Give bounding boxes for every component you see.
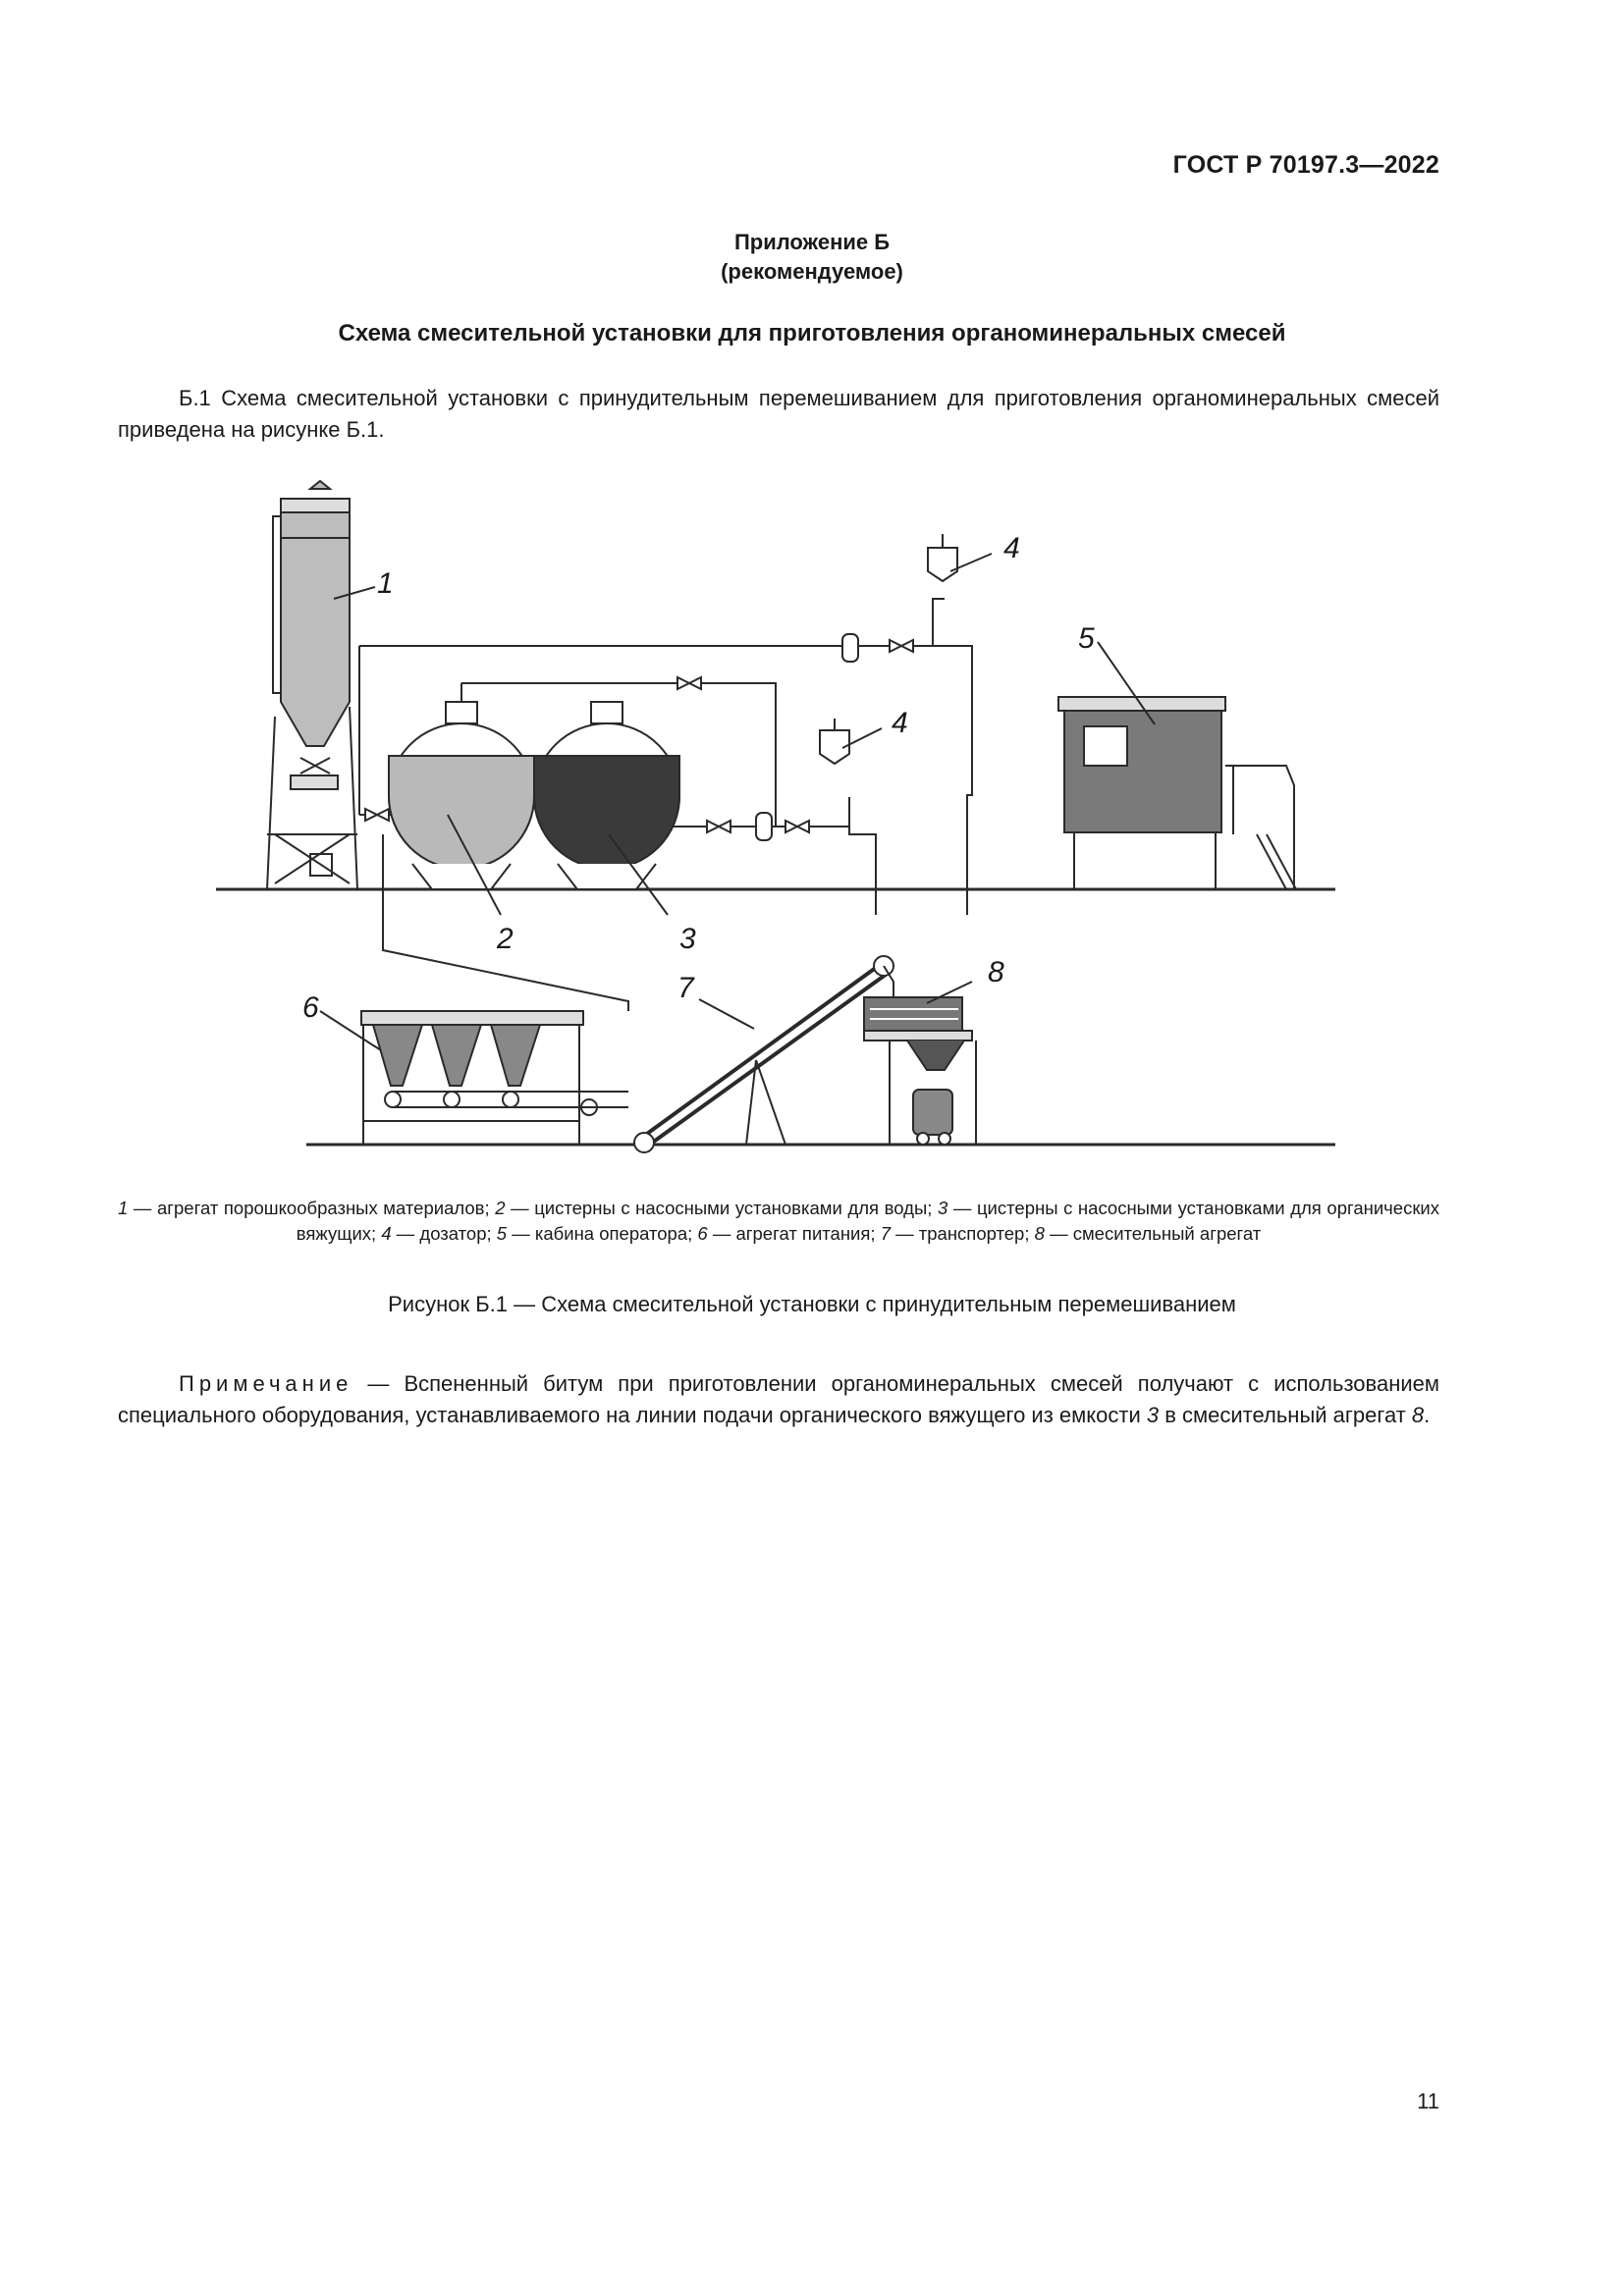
callout-6: 6 — [302, 991, 319, 1024]
feeder-unit — [361, 1011, 628, 1145]
note-paragraph — [118, 1368, 1439, 1431]
legend-num: 3 — [937, 1198, 948, 1218]
legend-text: — дозатор; — [396, 1223, 492, 1244]
legend-num: 8 — [1034, 1223, 1045, 1244]
conveyor — [634, 956, 893, 1152]
callout-5: 5 — [1078, 622, 1095, 655]
legend-text: — цистерны с насосными установками для органических вяжущих; — [296, 1198, 1440, 1244]
section-title: Схема смесительной установки для приготовления органоминеральных смесей — [338, 320, 1286, 347]
legend-text: — транспортер; — [895, 1223, 1030, 1244]
legend-num: 2 — [495, 1198, 506, 1218]
appendix-title: Приложение Б — [733, 230, 891, 254]
callout-4-lower: 4 — [892, 707, 908, 739]
callout-7: 7 — [677, 972, 694, 1004]
operator-cabin — [1058, 697, 1296, 889]
paragraph-b1: Б.1 Схема смесительной установки с принудительным перемешиванием для приготовления органоминеральных смесей приведена на рисунке Б.1. — [118, 386, 1439, 442]
legend-num: 7 — [880, 1223, 891, 1244]
document-code: ГОСТ Р 70197.3—2022 — [1172, 151, 1439, 179]
mixing-plant-diagram — [0, 461, 1624, 1207]
legend-num: 4 — [381, 1223, 392, 1244]
legend-text: — агрегат порошкообразных материалов; — [133, 1198, 490, 1218]
appendix-heading — [0, 228, 1624, 287]
callout-4-upper: 4 — [1003, 532, 1020, 564]
callout-3: 3 — [679, 923, 696, 955]
feed-line-right — [923, 646, 972, 915]
legend-text: — цистерны с насосными установками для воды; — [511, 1198, 933, 1218]
note-text-end: . — [1424, 1403, 1431, 1427]
legend-num: 1 — [118, 1198, 129, 1218]
binder-tank — [534, 702, 679, 889]
note-text: — Вспененный битум при приготовлении органоминеральных смесей получают с использованием специального оборудования, устанавливаемого на линии подачи органического вяжущего из емкости — [118, 1371, 1439, 1427]
note-label: Примечание — [179, 1371, 353, 1396]
note-text-2: в смесительный агрегат — [1159, 1403, 1412, 1427]
page-number: 11 — [1417, 2089, 1439, 2113]
water-tank — [389, 683, 534, 889]
mixing-unit — [864, 997, 976, 1145]
powder-silo — [267, 481, 357, 889]
doser-lower — [820, 719, 849, 764]
legend-text: — смесительный агрегат — [1050, 1223, 1262, 1244]
figure-legend — [118, 1196, 1439, 1247]
legend-text: — агрегат питания; — [712, 1223, 876, 1244]
legend-num: 6 — [697, 1223, 708, 1244]
doser-upper — [928, 534, 957, 581]
callout-2: 2 — [497, 923, 514, 955]
legend-text: — кабина оператора; — [512, 1223, 693, 1244]
appendix-status: (рекомендуемое) — [721, 259, 903, 284]
note-ref-3: 3 — [1146, 1403, 1160, 1427]
figure-caption: Рисунок Б.1 — Схема смесительной установки с принудительным перемешиванием — [388, 1292, 1236, 1316]
note-ref-8: 8 — [1411, 1403, 1425, 1427]
callout-8: 8 — [988, 956, 1004, 988]
legend-num: 5 — [496, 1223, 508, 1244]
callout-1: 1 — [377, 567, 394, 600]
